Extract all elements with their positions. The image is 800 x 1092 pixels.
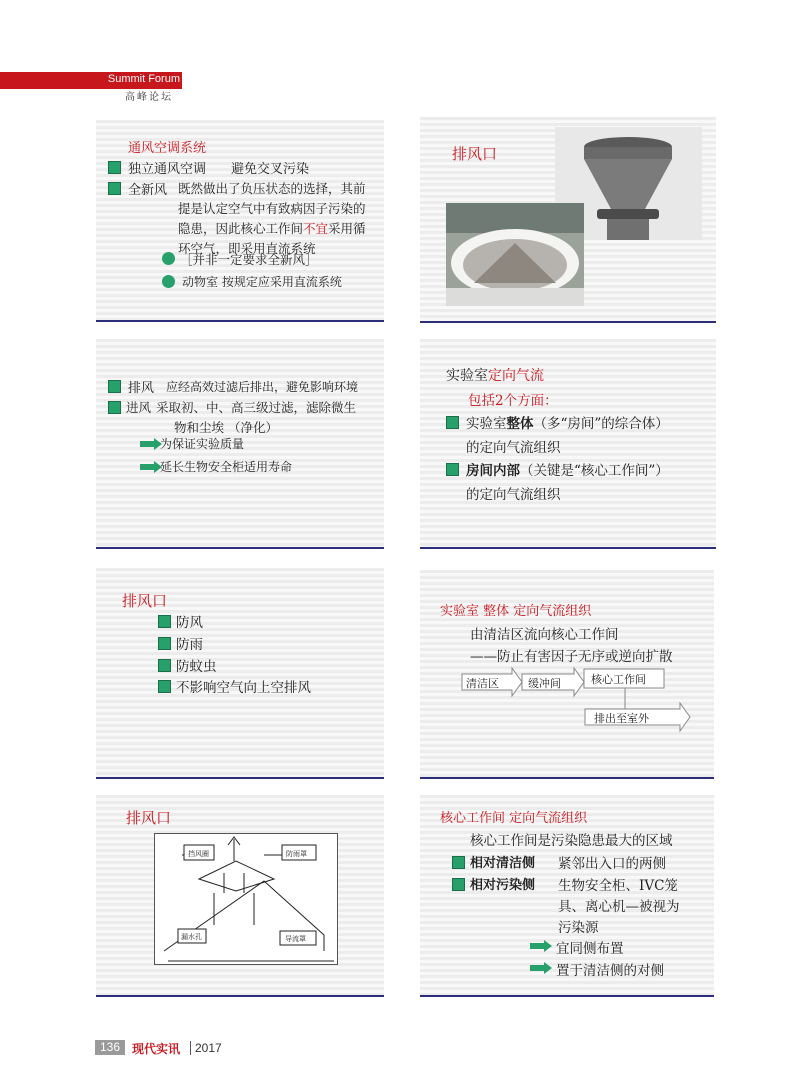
slide-title: 排风口 bbox=[126, 809, 172, 827]
bullet-square-icon bbox=[446, 416, 459, 429]
slide-ventilation-system bbox=[96, 120, 384, 322]
text-part: （关键是“核心工作间”） bbox=[520, 463, 669, 479]
sub-item: 为保证实验质量 bbox=[160, 437, 245, 451]
list-item: 防雨 bbox=[176, 637, 203, 653]
bullet-square-icon bbox=[446, 463, 459, 476]
slide-title bbox=[446, 365, 544, 385]
list-item: 不影响空气向上空排风 bbox=[176, 680, 311, 696]
slide-title: 排风口 bbox=[122, 592, 168, 610]
bullet-square-icon bbox=[108, 182, 121, 195]
slide-exhaust-diagram bbox=[96, 795, 384, 997]
body-line: 由清洁区流向核心工作间 bbox=[470, 627, 619, 643]
slide-exhaust-intake bbox=[96, 339, 384, 549]
header-chinese: 高峰论坛 bbox=[125, 92, 173, 103]
item-line: 既然做出了负压状态的选择，其前 bbox=[178, 181, 366, 196]
sub-item: 置于清洁侧的对侧 bbox=[556, 963, 664, 979]
item-label: 全新风 bbox=[128, 183, 168, 198]
label-guide-hood: 导流罩 bbox=[285, 935, 306, 943]
flow-step-clean: 清洁区 bbox=[466, 677, 499, 690]
item-label: 相对清洁侧 bbox=[470, 856, 536, 871]
bullet-square-icon bbox=[452, 856, 465, 869]
item-line: 具、离心机—被视为 bbox=[558, 899, 680, 915]
header-english: Summit Forum bbox=[107, 73, 180, 85]
body-line: ——防止有害因子无序或逆向扩散 bbox=[470, 649, 673, 665]
item-line bbox=[178, 219, 366, 237]
arrow-right-icon bbox=[140, 461, 162, 473]
slide-exhaust-functions bbox=[96, 568, 384, 779]
label-rain-hood: 防雨罩 bbox=[286, 850, 307, 858]
slide-exhaust-photos bbox=[420, 117, 716, 323]
sub-item: 动物室 按规定应采用直流系统 bbox=[182, 275, 342, 289]
item-line bbox=[466, 459, 669, 479]
item-desc: 紧邻出入口的两侧 bbox=[558, 856, 666, 872]
bullet-square-icon bbox=[158, 659, 171, 672]
text-bold: 整体 bbox=[506, 416, 534, 432]
item-desc: 应经高效过滤后排出，避免影响环境 bbox=[166, 380, 359, 394]
flow-step-buffer: 缓冲间 bbox=[528, 677, 561, 690]
footer-divider bbox=[190, 1041, 191, 1055]
list-item: 防蚊虫 bbox=[176, 659, 217, 675]
item-line: 的定向气流组织 bbox=[466, 440, 561, 456]
header-bar bbox=[0, 72, 182, 89]
sub-item: 宜同侧布置 bbox=[556, 941, 624, 957]
text-emphasis: 不宜 bbox=[303, 221, 329, 236]
item-line: 污染源 bbox=[558, 920, 599, 936]
item-line: 生物安全柜、IVC笼 bbox=[558, 878, 678, 894]
publication-year: 2017 bbox=[195, 1041, 222, 1055]
magazine-name: 现代实讯 bbox=[132, 1042, 181, 1056]
arrow-right-icon bbox=[530, 962, 552, 974]
exhaust-structure-diagram bbox=[154, 833, 338, 965]
arrow-right-icon bbox=[140, 438, 162, 450]
bullet-square-icon bbox=[108, 380, 121, 393]
text-part: 隐患，因此核心工作间 bbox=[178, 221, 304, 236]
subtitle: 包括2个方面： bbox=[468, 393, 558, 409]
item-line: 采取初、中、高三级过滤，滤除微生 bbox=[156, 400, 357, 415]
item-line: 的定向气流组织 bbox=[466, 487, 561, 503]
bullet-square-icon bbox=[108, 161, 121, 174]
item-line: 环空气，即采用直流系统 bbox=[178, 241, 316, 256]
slide-title: 通风空调系统 bbox=[128, 141, 207, 156]
bullet-square-icon bbox=[158, 615, 171, 628]
bullet-square-icon bbox=[158, 637, 171, 650]
arrow-right-icon bbox=[530, 940, 552, 952]
title-part: 实验室 bbox=[446, 368, 488, 384]
label-wind-ring: 挡风圈 bbox=[188, 850, 209, 858]
item-label: 相对污染侧 bbox=[470, 878, 536, 893]
slide-overall-airflow bbox=[420, 570, 714, 779]
item-line: 物和尘埃 （净化） bbox=[174, 420, 278, 435]
bullet-square-icon bbox=[108, 401, 121, 414]
item-desc: 避免交叉污染 bbox=[231, 162, 310, 177]
slide-title: 排风口 bbox=[452, 145, 498, 163]
item-label: 排风 bbox=[128, 381, 155, 396]
text-part: 实验室 bbox=[466, 416, 507, 432]
item-line bbox=[466, 412, 669, 432]
sub-item: ［并非一定要求全新风］ bbox=[180, 252, 318, 267]
flow-step-exhaust: 排出至室外 bbox=[594, 712, 649, 725]
text-part: （多“房间”的综合体） bbox=[533, 416, 669, 432]
slide-title: 核心工作间 定向气流组织 bbox=[440, 811, 588, 826]
bullet-dot-icon bbox=[162, 275, 175, 288]
bullet-square-icon bbox=[158, 680, 171, 693]
flow-step-core: 核心工作间 bbox=[591, 673, 646, 686]
slide-directional-airflow bbox=[420, 339, 716, 549]
item-line: 提是认定空气中有致病因子污染的 bbox=[178, 201, 366, 216]
item-label: 进风 bbox=[126, 400, 152, 415]
text-part: 采用循 bbox=[328, 221, 366, 236]
bullet-square-icon bbox=[452, 878, 465, 891]
exhaust-cone-photo bbox=[446, 203, 584, 306]
slide-title: 实验室 整体 定向气流组织 bbox=[440, 604, 592, 619]
title-emphasis: 定向气流 bbox=[488, 368, 544, 384]
body-line: 核心工作间是污染隐患最大的区域 bbox=[470, 833, 673, 849]
label-drain-hole: 漏水孔 bbox=[181, 933, 202, 941]
item-label: 独立通风空调 bbox=[128, 162, 207, 177]
airflow-flowchart bbox=[460, 666, 714, 736]
sub-item: 延长生物安全柜适用寿命 bbox=[160, 460, 293, 474]
text-bold: 房间内部 bbox=[466, 463, 520, 479]
page-number: 136 bbox=[95, 1040, 125, 1055]
bullet-dot-icon bbox=[162, 252, 175, 265]
list-item: 防风 bbox=[176, 615, 203, 631]
slide-core-room-airflow bbox=[420, 795, 714, 997]
